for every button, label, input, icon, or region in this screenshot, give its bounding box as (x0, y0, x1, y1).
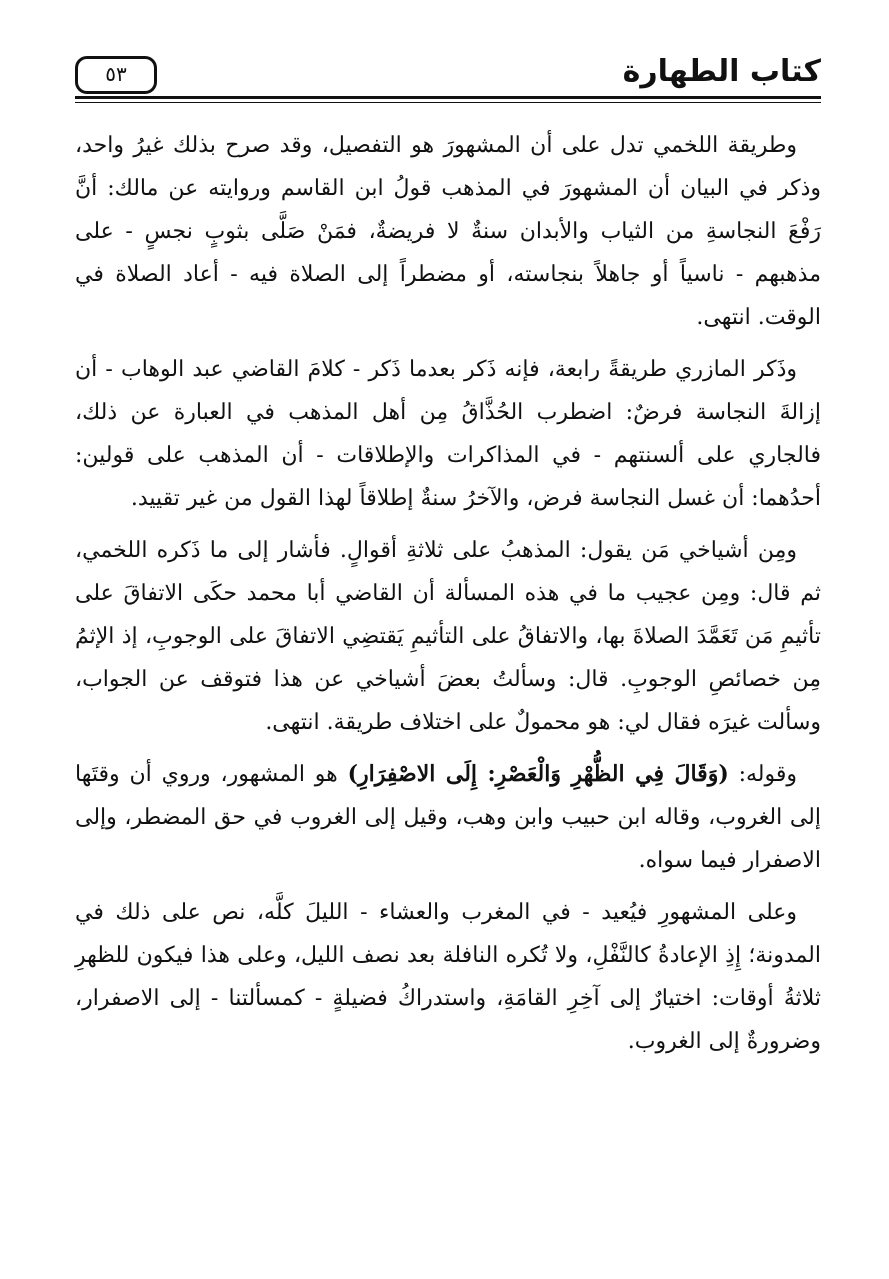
paragraph: وعلى المشهورِ فيُعيد - في المغرب والعشاء - الليلَ كلَّه، نص على ذلك في المدونة؛ إِذِ الإعادةُ كالنَّفْلِ، ولا تُكره النافلة بعد نصف الليل، وعلى هذا فيكون للظهرِ ثلاثةُ أوقات: اختيارٌ إلى آخِرِ القامَةِ، واستدراكُ فضيلةٍ - كمسألتنا - إلى الاصفرار، وضرورةٌ إلى الغروب. (75, 900, 821, 1054)
paragraph-with-quote (75, 753, 821, 882)
book-title: كتاب الطهارة (622, 54, 821, 89)
paragraph: وذَكر المازري طريقةً رابعة، فإنه ذَكر بعدما ذَكر - كلامَ القاضي عبد الوهاب - أن إزالةَ النجاسة فرضٌ: اضطرب الحُذَّاقُ مِن أهل المذهب في العبارة عن ذلك، فالجاري على ألسنتهم - في المذاكرات والإطلاقات - أن المذهب على قولين: أحدُهما: أن غسل النجاسة فرض، والآخرُ سنةٌ إطلاقاً لهذا القول من غير تقييد. (75, 357, 821, 511)
paragraph: وطريقة اللخمي تدل على أن المشهورَ هو التفصيل، وقد صرح بذلك غيرُ واحد، وذكر في البيان أن المشهورَ في المذهب قولُ ابن القاسم وروايته عن مالك: أنَّ رَفْعَ النجاسةِ من الثياب والأبدان سنةٌ لا فريضةٌ، فمَنْ صَلَّى بثوبٍ نجسٍ - على مذهبهم - ناسياً أو جاهلاً بنجاسته، أو مضطراً إلى الصلاة فيه - أعاد الصلاة في الوقت. انتهى. (75, 133, 821, 330)
page-number: ٥٣ (105, 62, 127, 86)
paragraph: ومِن أشياخي مَن يقول: المذهبُ على ثلاثةِ أقوالٍ. فأشار إلى ما ذَكره اللخمي، ثم قال: ومِن عجيب ما في هذه المسألة أن القاضي أبا محمد حكَى الاتفاقَ على تأثيمِ مَن تَعَمَّدَ الصلاةَ بها، والاتفاقُ على التأثيمِ يَقتضِي الاتفاقَ على الوجوبِ، إذ الإثمُ مِن خصائصِ الوجوبِ. قال: وسألتُ بعضَ أشياخي عن هذا فتوقف عن الجواب، وسألت غيرَه فقال لي: هو محمولٌ على اختلاف طريقة. انتهى. (75, 538, 821, 735)
header-rule-thick (75, 96, 821, 99)
page-number-box (75, 56, 157, 94)
paragraph-rest: هو المشهور، وروي أن وقتَها إلى الغروب، وقاله ابن حبيب وابن وهب، وقيل إلى الغروب في حق المضطر، وإلى الاصفرار فيما سواه. (75, 762, 821, 873)
quoted-text: (وَقَالَ فِي الظُّهْرِ وَالْعَصْرِ: إِلَى الاصْفِرَارِ) (347, 761, 729, 787)
page-body (75, 124, 821, 1072)
header-rule-thin (75, 102, 821, 103)
paragraph-prefix: وقوله: (728, 762, 798, 787)
page-header (75, 50, 821, 104)
